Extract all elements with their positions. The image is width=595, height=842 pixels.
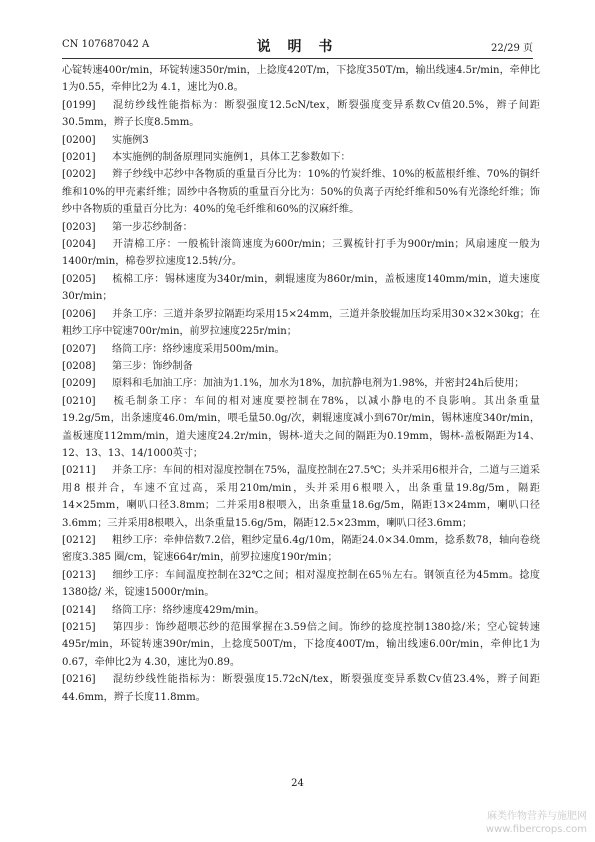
page-info: 22/29 页	[491, 43, 533, 54]
paragraph	[62, 219, 540, 236]
paragraph-number: [0200]	[62, 134, 96, 146]
patent-number: CN 107687042 A	[62, 39, 150, 50]
paragraph-text: 实施例3	[112, 134, 149, 146]
watermark-url: www.fibercrops.com	[485, 824, 587, 835]
paragraph-text: 第四步：饰纱超喂芯纱的范围掌握在3.59倍之间。饰纱的捻度控制1380捻/米；空心锭转速495r/min，环锭转速390r/min，上捻度500T/m，下捻度400T/m，输出线速6.00r/min，牵伸比1为0.67，牵伸比2为 4.30，速比为0.89。	[62, 622, 540, 668]
header-rule	[62, 58, 533, 59]
paragraph-text: 开清棉工序：一般梳针滚筒速度为600r/min；三翼梳针打手为900r/min；风扇速度一般为1400r/min，棉卷罗拉速度12.5转/分。	[62, 239, 540, 268]
paragraph-text: 本实施例的制备原理同实施例1，具体工艺参数如下：	[112, 152, 351, 164]
paragraph	[62, 393, 540, 463]
paragraph-text: 第一步芯纱制备：	[112, 221, 193, 233]
paragraph-text: 并条工序：三道并条罗拉隔距均采用15×24mm，三道并条胶辊加压均采用30×32×30kg；在粗纱工序中锭速700r/min，前罗拉速度225r/min；	[62, 308, 540, 338]
paragraph-number: [0202]	[62, 169, 96, 181]
paragraph-text: 络筒工序：络纱速度429m/min。	[112, 604, 265, 616]
paragraph	[62, 375, 540, 392]
paragraph-number: [0203]	[62, 221, 96, 233]
paragraph	[62, 567, 540, 602]
paragraph	[62, 166, 540, 218]
paragraph-number: [0205]	[62, 273, 96, 285]
page-header	[62, 36, 533, 56]
paragraph	[62, 602, 540, 619]
paragraph-number: [0201]	[62, 152, 96, 164]
paragraph-text: 并条工序：车间的相对湿度控制在75%，温度控制在27.5℃；头并采用6根并合，二道与三道采用8 根并合，车速不宜过高，采用210m/min，头并采用6根喂入，出条重量19.8g/5m，隔距14×25mm，喇叭口径3.8mm；二并采用8根喂入，出条重量18.6g/5m，隔距13×24mm，喇叭口径3.6mm；三并采用8根喂入，出条重量15.6g/5m，隔距12.5×23mm，喇叭口径3.6mm；	[62, 465, 540, 529]
paragraph-number: [0213]	[62, 569, 96, 581]
paragraph-text: 原料和毛加油工序：加油为1.1%，加水为18%，加抗静电剂为1.98%，并密封24h后使用；	[112, 378, 525, 390]
paragraph-number: [0209]	[62, 378, 96, 390]
paragraph-text: 混纺纱线性能指标为：断裂强度12.5cN/tex，断裂强度变异系数Cv值20.5%，辫子间距30.5mm，辫子长度8.5mm。	[62, 99, 540, 129]
paragraph	[62, 97, 540, 132]
paragraph-text: 第三步：饰纱制备	[112, 360, 193, 372]
paragraph-text: 梳棉工序：锡林速度为340r/min，刺辊速度为860r/min，盖板速度140mm/min，道夫速度30r/min；	[62, 273, 540, 303]
paragraph-number: [0204]	[62, 239, 96, 251]
paragraph-number: [0215]	[62, 622, 96, 633]
paragraph-number: [0214]	[62, 604, 96, 616]
paragraph-text: 梳毛制条工序：车间的相对速度要控制在78%，以减小静电的不良影响。其出条重量19.2g/5m，出条速度46.0m/min，喂毛量50.0g/次，刺辊速度减小到670r/min，锡林速度340r/min，盖板速度112mm/min，道夫速度24.2r/min，锡林-道夫之间的隔距为0.19mm，锡林-盖板隔距为14、12、13、13、14/1000英寸；	[62, 395, 540, 459]
paragraph	[62, 341, 540, 358]
paragraph	[62, 532, 540, 567]
paragraph	[62, 132, 540, 149]
paragraph	[62, 671, 540, 706]
paragraph-number: [0207]	[62, 343, 96, 355]
paragraph	[62, 236, 540, 271]
paragraph-text: 混纺纱线性能指标为：断裂强度15.72cN/tex，断裂强度变异系数Cv值23.4%，辫子间距44.6mm，辫子长度11.8mm。	[62, 674, 540, 703]
paragraph-number: [0208]	[62, 360, 96, 372]
document-title: 说 明 书	[256, 39, 339, 55]
page-number: 24	[291, 778, 304, 789]
watermark-site-name: 麻类作物营养与施肥网	[487, 811, 587, 822]
paragraph-number: [0211]	[62, 465, 96, 477]
document-body	[62, 62, 540, 706]
paragraph	[62, 149, 540, 166]
paragraph	[62, 62, 540, 97]
paragraph-number: [0212]	[62, 534, 96, 546]
watermark	[486, 810, 587, 836]
paragraph	[62, 271, 540, 306]
paragraph-text: 粗纱工序：牵伸倍数7.2倍，粗纱定量6.4g/10m，隔距24.0×34.0mm，捻系数78，轴向卷绕密度3.385 圈/cm，锭速664r/min，前罗拉速度190r/min；	[62, 534, 540, 564]
paragraph	[62, 306, 540, 341]
paragraph	[62, 619, 540, 671]
paragraph	[62, 358, 540, 375]
paragraph-number: [0206]	[62, 308, 96, 320]
paragraph-text: 细纱工序：车间温度控制在32℃之间；相对湿度控制在65％左右。钢领直径为45mm。捻度1380捻/ 米，锭速15000r/min。	[62, 569, 540, 599]
paragraph	[62, 462, 540, 532]
paragraph-number: [0210]	[62, 395, 96, 407]
paragraph-text: 辫子纱线中芯纱中各物质的重量百分比为：10%的竹炭纤维、10%的板蓝根纤维、70%的铜纤维和10%的甲壳素纤维；固纱中各物质的重量百分比为：50%的负离子丙纶纤维和50%有光涤纶纤维；饰纱中各物质的重量百分比为：40%的兔毛纤维和60%的汉麻纤维。	[62, 169, 540, 216]
paragraph-text: 络筒工序：络纱速度采用500m/min。	[112, 343, 285, 355]
paragraph-text: 心锭转速400r/min，环锭转速350r/min，上捻度420T/m，下捻度350T/m，输出线速4.5r/min，牵伸比1为0.55，牵伸比2为 4.1，速比为0.8。	[62, 65, 540, 94]
paragraph-number: [0216]	[62, 674, 96, 686]
paragraph-number: [0199]	[62, 99, 96, 111]
